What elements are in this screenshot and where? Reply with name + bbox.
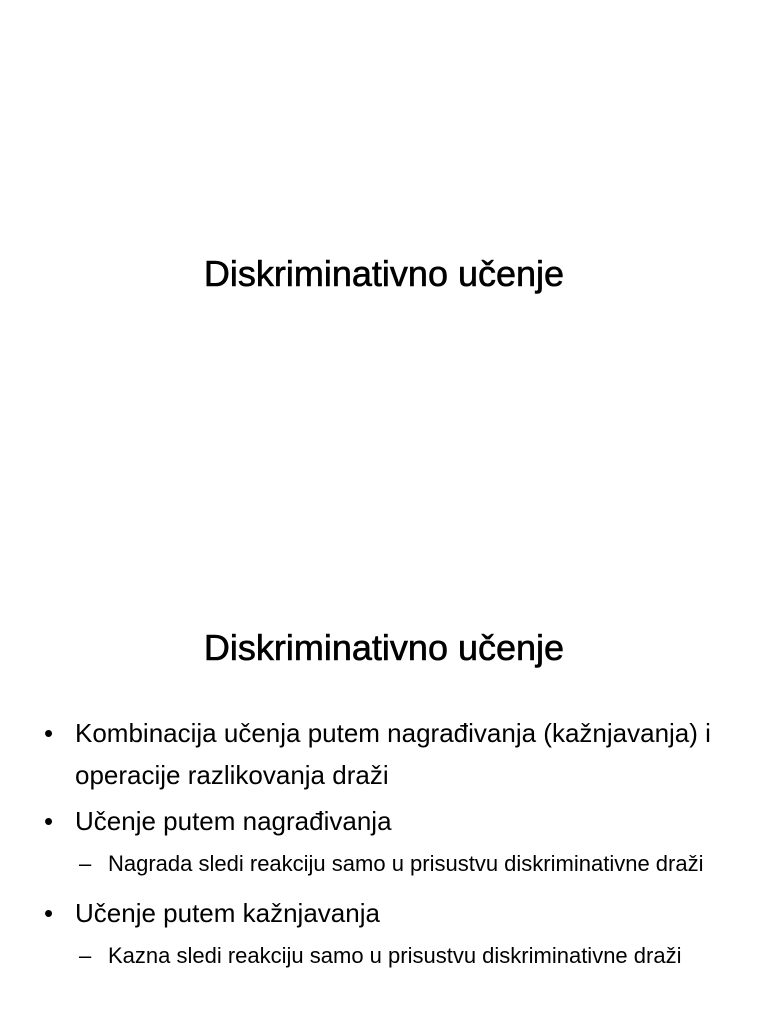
sub-bullet-text: Kazna sledi reakciju samo u prisustvu diskriminativne draži [108, 943, 682, 968]
sub-bullet-item [75, 938, 740, 974]
bullet-marker: • [44, 898, 54, 928]
sub-bullet-marker: – [79, 943, 92, 968]
bullet-text: Učenje putem kažnjavanja [75, 898, 380, 928]
sub-bullet-item [75, 846, 740, 882]
bullet-text: Učenje putem nagrađivanja [75, 806, 392, 836]
bullet-marker: • [44, 806, 54, 836]
bullet-marker: • [44, 718, 54, 748]
bullet-item [40, 712, 740, 796]
bullet-item [40, 892, 740, 934]
sub-bullet-marker: – [79, 851, 92, 876]
slide-2 [0, 600, 768, 1024]
bullet-text: Kombinacija učenja putem nagrađivanja (kažnjavanja) i operacije razlikovanja draži [75, 718, 711, 790]
slide-2-title: Diskriminativno učenje [203, 627, 565, 668]
bullet-item [40, 800, 740, 842]
sub-bullet-text: Nagrada sledi reakciju samo u prisustvu diskriminativne draži [108, 851, 704, 876]
slide-2-content [40, 712, 740, 984]
slide-1-title: Diskriminativno učenje [203, 253, 565, 294]
